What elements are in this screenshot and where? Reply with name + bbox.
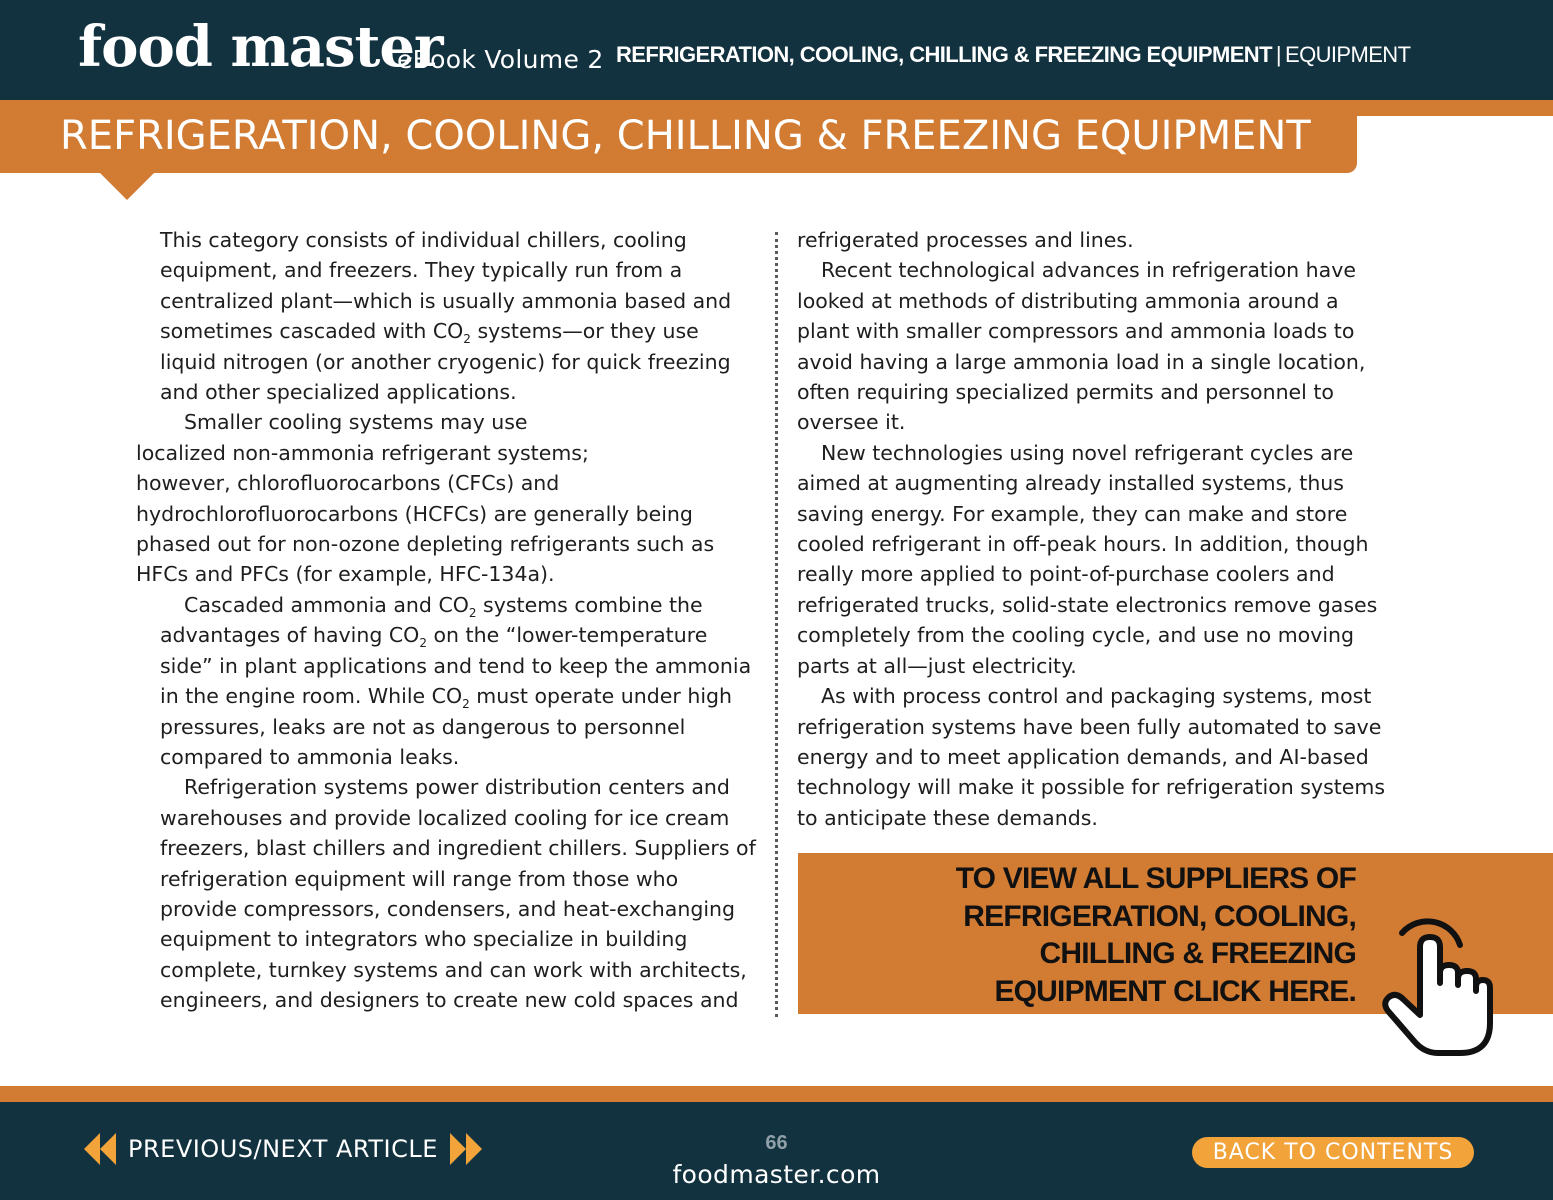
- footer-accent-line: [0, 1086, 1553, 1102]
- breadcrumb-category[interactable]: REFRIGERATION, COOLING, CHILLING & FREEZING EQUIPMENT: [616, 42, 1272, 67]
- paragraph: Recent technological advances in refrigeration have looked at methods of distributing ammonia around a plant with smaller compressors and ammonia loads to avoid having a large ammonia load in a single location, often requiring specialized permits and personnel to oversee it.: [797, 258, 1366, 435]
- article-right-column: [797, 225, 1397, 833]
- cta-text[interactable]: TO VIEW ALL SUPPLIERS OF REFRIGERATION, COOLING, CHILLING & FREEZING EQUIPMENT CLICK HERE.: [955, 862, 1356, 1008]
- pointing-hand-icon[interactable]: [1380, 915, 1500, 1060]
- paragraph: Smaller cooling systems may use localized non-ammonia refrigerant systems; however, chlorofluorocarbons (CFCs) and hydrochlorofluorocarbons (HCFCs) are generally being phased out for non-ozone depleting refrigerants such as HFCs and PFCs (for example, HFC-134a).: [136, 410, 715, 587]
- ebook-volume-label: eBook Volume 2: [397, 45, 604, 74]
- paragraph: New technologies using novel refrigerant cycles are aimed at augmenting already installed systems, thus saving energy. For example, they can make and store cooled refrigerant in off-peak hours. In addition, though really more applied to point-of-purchase coolers and refrigerated trucks, solid-state electronics remove gases completely from the cooling cycle, and use no moving parts at all—just electricity.: [797, 440, 1378, 678]
- paragraph: refrigerated processes and lines.: [797, 228, 1134, 252]
- article-left-column: [136, 225, 758, 1016]
- paragraph: Refrigeration systems power distribution centers and warehouses and provide localized cooling for ice cream freezers, blast chillers and ingredient chillers. Suppliers of refrigeration equipment will range from those who provide compressors, condensers, and heat-exchanging equipment to integrators who specialize in building complete, turnkey systems and can work with architects, engineers, and designers to create new cold spaces and: [160, 775, 756, 1013]
- column-divider: [775, 232, 778, 1017]
- paragraph: Cascaded ammonia and $CO_2$ systems combine the advantages of having $CO_2$ on the “lower-temperature side” in plant applications and tend to keep the ammonia in the engine room. While $CO_2$ must operate under high pressures, leaks are not as dangerous to personnel compared to ammonia leaks.: [160, 592, 752, 769]
- section-title: REFRIGERATION, COOLING, CHILLING & FREEZING EQUIPMENT: [60, 113, 1311, 159]
- breadcrumb-section[interactable]: EQUIPMENT: [1285, 42, 1411, 67]
- page-number: 66: [765, 1132, 788, 1154]
- banner-pointer: [100, 173, 154, 200]
- site-link[interactable]: foodmaster.com: [672, 1160, 881, 1189]
- previous-next-label[interactable]: PREVIOUS/NEXT ARTICLE: [128, 1135, 438, 1163]
- breadcrumb-separator: |: [1275, 42, 1282, 67]
- breadcrumb: [616, 42, 1410, 68]
- back-to-contents-button[interactable]: BACK TO CONTENTS: [1192, 1137, 1474, 1168]
- paragraph: As with process control and packaging systems, most refrigeration systems have been fully automated to save energy and to meet application demands, and AI-based technology will make it possible for refrigeration systems to anticipate these demands.: [797, 684, 1386, 830]
- brand-logo: food master: [78, 14, 443, 80]
- top-header-bar: [0, 0, 1553, 100]
- paragraph: This category consists of individual chillers, cooling equipment, and freezers. They typically run from a centralized plant—which is usually ammonia based and sometimes cascaded with $CO_2$ systems—or they use liquid nitrogen (or another cryogenic) for quick freezing and other specialized applications.: [160, 228, 732, 405]
